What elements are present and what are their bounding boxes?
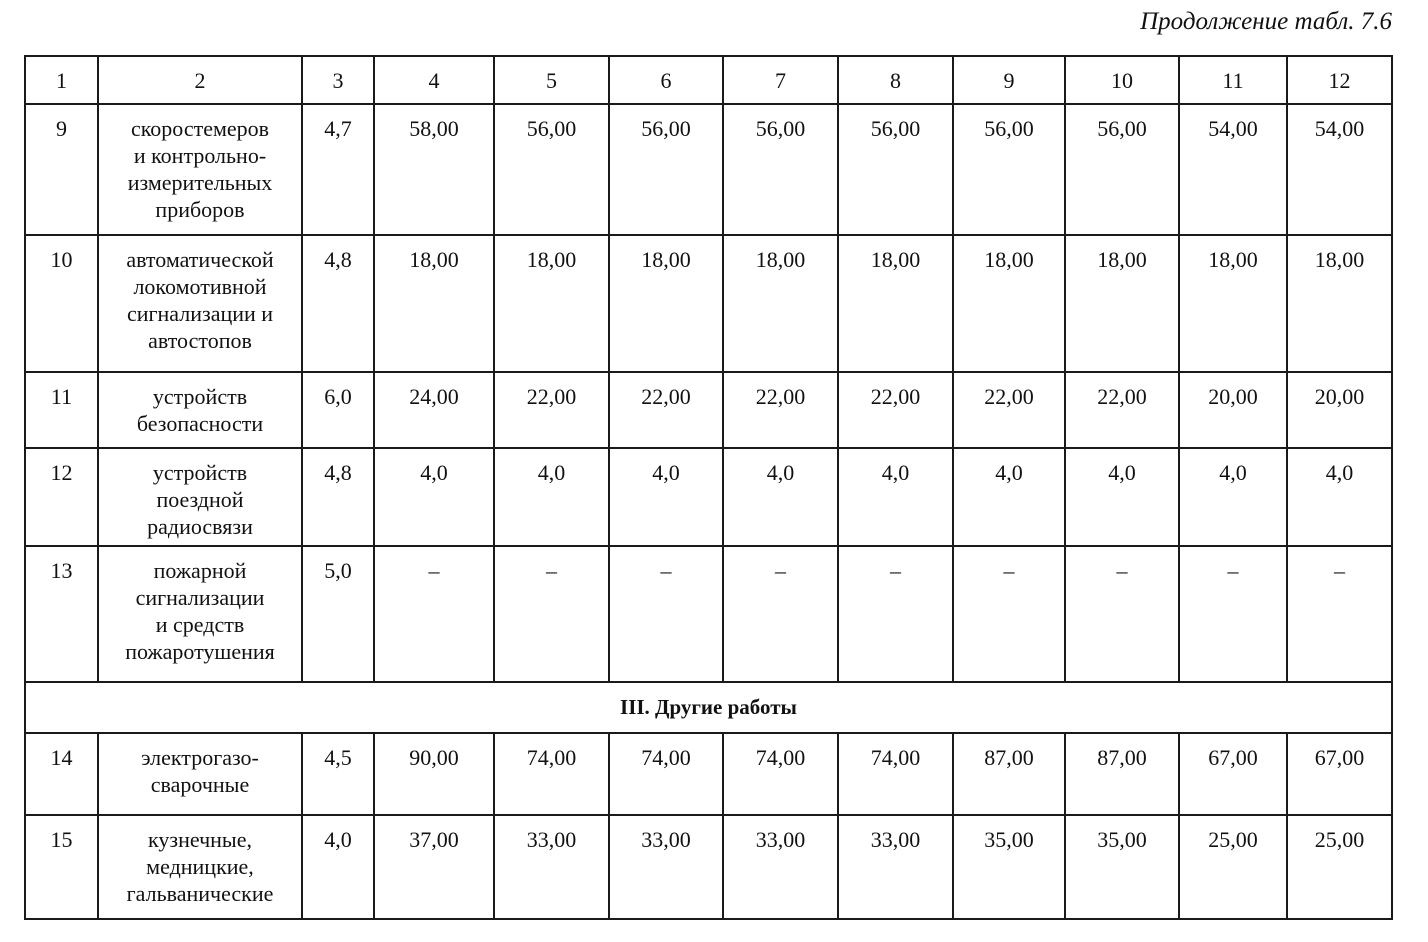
work-type-name-line: автостопов xyxy=(148,328,252,353)
value-cell: 22,00 xyxy=(494,372,609,448)
value-cell: 4,5 xyxy=(302,733,374,815)
work-type-name xyxy=(98,546,302,682)
value-cell: 18,00 xyxy=(374,235,494,372)
value-cell: 18,00 xyxy=(1179,235,1287,372)
value-cell: 54,00 xyxy=(1179,104,1287,235)
work-type-name-line: медницкие, xyxy=(146,854,254,879)
value-cell: 4,8 xyxy=(302,448,374,546)
work-type-name xyxy=(98,235,302,372)
value-cell: 33,00 xyxy=(723,815,838,919)
value-cell: 56,00 xyxy=(609,104,723,235)
value-cell: 25,00 xyxy=(1179,815,1287,919)
value-cell: 4,0 xyxy=(1065,448,1179,546)
value-cell: 20,00 xyxy=(1287,372,1392,448)
column-number: 5 xyxy=(494,56,609,104)
work-type-name-line: устройств xyxy=(152,460,248,485)
value-cell: 74,00 xyxy=(494,733,609,815)
column-number: 4 xyxy=(374,56,494,104)
value-cell: 18,00 xyxy=(1065,235,1179,372)
row-number: 13 xyxy=(25,546,98,682)
value-cell: 4,0 xyxy=(723,448,838,546)
work-type-name-line: устройств xyxy=(152,384,248,409)
table-row xyxy=(25,733,1392,815)
row-number: 9 xyxy=(25,104,98,235)
value-cell: 33,00 xyxy=(609,815,723,919)
value-cell: 67,00 xyxy=(1287,733,1392,815)
value-cell: 56,00 xyxy=(494,104,609,235)
value-cell: 5,0 xyxy=(302,546,374,682)
work-type-name-line: измерительных xyxy=(127,170,273,195)
work-type-name-line: электрогазо- xyxy=(141,745,259,770)
column-number: 8 xyxy=(838,56,953,104)
value-cell: 18,00 xyxy=(494,235,609,372)
work-type-name-line: сигнализации и xyxy=(126,301,274,326)
value-cell: 4,0 xyxy=(1179,448,1287,546)
table-body-section-3 xyxy=(25,733,1392,919)
column-number: 9 xyxy=(953,56,1065,104)
value-cell: 4,8 xyxy=(302,235,374,372)
work-type-name xyxy=(98,815,302,919)
value-cell: 22,00 xyxy=(953,372,1065,448)
work-type-name-line: приборов xyxy=(155,197,245,222)
value-cell: 56,00 xyxy=(838,104,953,235)
value-cell: – xyxy=(609,546,723,682)
work-type-name-line: радиосвязи xyxy=(147,514,253,539)
value-cell: 22,00 xyxy=(838,372,953,448)
value-cell: 18,00 xyxy=(723,235,838,372)
value-cell: – xyxy=(1065,546,1179,682)
value-cell: – xyxy=(1287,546,1392,682)
work-type-name-line: гальванические xyxy=(126,881,274,906)
value-cell: 4,0 xyxy=(953,448,1065,546)
value-cell: 18,00 xyxy=(1287,235,1392,372)
value-cell: 4,0 xyxy=(1287,448,1392,546)
table-row xyxy=(25,448,1392,546)
work-type-name-line: сварочные xyxy=(150,772,250,797)
value-cell: 56,00 xyxy=(1065,104,1179,235)
table-row xyxy=(25,546,1392,682)
value-cell: 33,00 xyxy=(494,815,609,919)
column-number: 1 xyxy=(25,56,98,104)
value-cell: 4,0 xyxy=(302,815,374,919)
work-type-name-line: скоростемеров xyxy=(130,116,270,141)
work-type-name xyxy=(98,733,302,815)
data-table xyxy=(24,55,1393,920)
column-number: 7 xyxy=(723,56,838,104)
column-number: 2 xyxy=(98,56,302,104)
row-number: 15 xyxy=(25,815,98,919)
value-cell: 22,00 xyxy=(609,372,723,448)
column-number-row xyxy=(25,56,1392,104)
value-cell: 4,0 xyxy=(374,448,494,546)
value-cell: 24,00 xyxy=(374,372,494,448)
row-number: 11 xyxy=(25,372,98,448)
value-cell: 67,00 xyxy=(1179,733,1287,815)
work-type-name-line: пожарной xyxy=(153,558,247,583)
value-cell: – xyxy=(838,546,953,682)
section-row xyxy=(25,682,1392,733)
work-type-name-line: автоматической xyxy=(126,247,274,272)
section-title: III. Другие работы xyxy=(25,682,1392,733)
work-type-name xyxy=(98,372,302,448)
value-cell: 90,00 xyxy=(374,733,494,815)
work-type-name xyxy=(98,448,302,546)
work-type-name-line: поездной xyxy=(156,487,244,512)
value-cell: 18,00 xyxy=(609,235,723,372)
work-type-name-line: пожаротушения xyxy=(125,639,275,664)
value-cell: 33,00 xyxy=(838,815,953,919)
table-row xyxy=(25,104,1392,235)
table-row xyxy=(25,815,1392,919)
value-cell: 35,00 xyxy=(1065,815,1179,919)
value-cell: 4,0 xyxy=(494,448,609,546)
work-type-name xyxy=(98,104,302,235)
value-cell: 18,00 xyxy=(953,235,1065,372)
value-cell: 4,7 xyxy=(302,104,374,235)
value-cell: 56,00 xyxy=(723,104,838,235)
row-number: 10 xyxy=(25,235,98,372)
value-cell: – xyxy=(723,546,838,682)
value-cell: 22,00 xyxy=(1065,372,1179,448)
value-cell: 74,00 xyxy=(723,733,838,815)
value-cell: 74,00 xyxy=(838,733,953,815)
value-cell: 18,00 xyxy=(838,235,953,372)
table-row xyxy=(25,372,1392,448)
work-type-name-line: сигнализации xyxy=(135,585,265,610)
value-cell: 87,00 xyxy=(953,733,1065,815)
value-cell: 25,00 xyxy=(1287,815,1392,919)
value-cell: 87,00 xyxy=(1065,733,1179,815)
value-cell: 4,0 xyxy=(838,448,953,546)
work-type-name-line: кузнечные, xyxy=(148,827,252,852)
value-cell: – xyxy=(374,546,494,682)
value-cell: – xyxy=(953,546,1065,682)
value-cell: 20,00 xyxy=(1179,372,1287,448)
value-cell: 22,00 xyxy=(723,372,838,448)
value-cell: 58,00 xyxy=(374,104,494,235)
value-cell: 74,00 xyxy=(609,733,723,815)
column-number: 6 xyxy=(609,56,723,104)
column-number: 3 xyxy=(302,56,374,104)
value-cell: 56,00 xyxy=(953,104,1065,235)
work-type-name-line: безопасности xyxy=(136,411,264,436)
row-number: 14 xyxy=(25,733,98,815)
value-cell: 54,00 xyxy=(1287,104,1392,235)
work-type-name-line: и контрольно- xyxy=(133,143,267,168)
table-caption: Продолжение табл. 7.6 xyxy=(1140,8,1392,35)
table-body-section-2 xyxy=(25,104,1392,682)
row-number: 12 xyxy=(25,448,98,546)
value-cell: – xyxy=(494,546,609,682)
table-row xyxy=(25,235,1392,372)
value-cell: 35,00 xyxy=(953,815,1065,919)
value-cell: – xyxy=(1179,546,1287,682)
column-number: 10 xyxy=(1065,56,1179,104)
work-type-name-line: локомотивной xyxy=(133,274,267,299)
value-cell: 6,0 xyxy=(302,372,374,448)
work-type-name-line: и средств xyxy=(155,612,245,637)
column-number: 11 xyxy=(1179,56,1287,104)
value-cell: 37,00 xyxy=(374,815,494,919)
column-number: 12 xyxy=(1287,56,1392,104)
value-cell: 4,0 xyxy=(609,448,723,546)
